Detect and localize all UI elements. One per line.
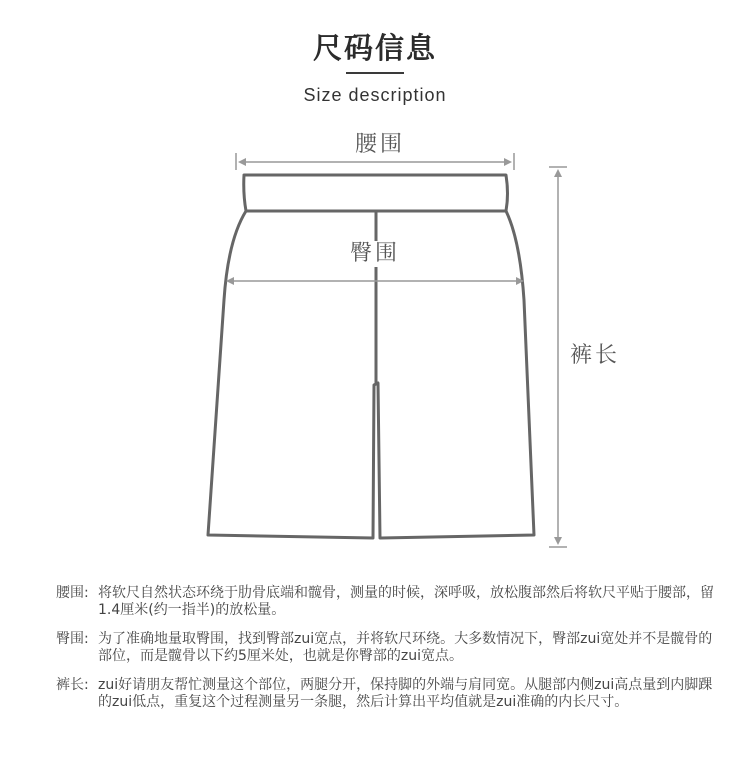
desc-waist-text: 将软尺自然状态环绕于肋骨底端和髋骨，测量的时候，深呼吸，放松腹部然后将软尺平贴于腰部，留1.4厘米(约一指半)的放松量。 (98, 585, 714, 618)
page-title: 尺码信息 (312, 31, 437, 65)
page-subtitle: Size description (303, 85, 447, 105)
desc-length-text: zui好请朋友帮忙测量这个部位，两腿分开，保持脚的外端与肩同宽。从腿部内侧zui高点量到内脚踝的zui低点，重复这个过程测量另一条腿，然后计算出平均值就是zui准确的内长尺寸。 (98, 677, 713, 710)
length-label: 裤长 (570, 343, 621, 368)
length-measure-arrow (549, 167, 567, 547)
desc-length-key: 裤长: (56, 677, 89, 693)
desc-hip-text: 为了准确地量取臀围，找到臀部zui宽点，并将软尺环绕。大多数情况下，臀部zui宽处并不是髋骨的部位，而是髋骨以下约5厘米处，也就是你臀部的zui宽点。 (98, 631, 713, 664)
desc-hip (56, 631, 716, 665)
desc-waist (56, 585, 716, 619)
size-descriptions (56, 585, 716, 723)
waist-label: 腰围 (351, 132, 409, 158)
waistband-outline (244, 175, 508, 211)
desc-length (56, 677, 716, 711)
hip-label: 臀围 (346, 241, 404, 267)
desc-waist-key: 腰围: (56, 585, 89, 601)
desc-hip-key: 臀围: (56, 631, 89, 647)
